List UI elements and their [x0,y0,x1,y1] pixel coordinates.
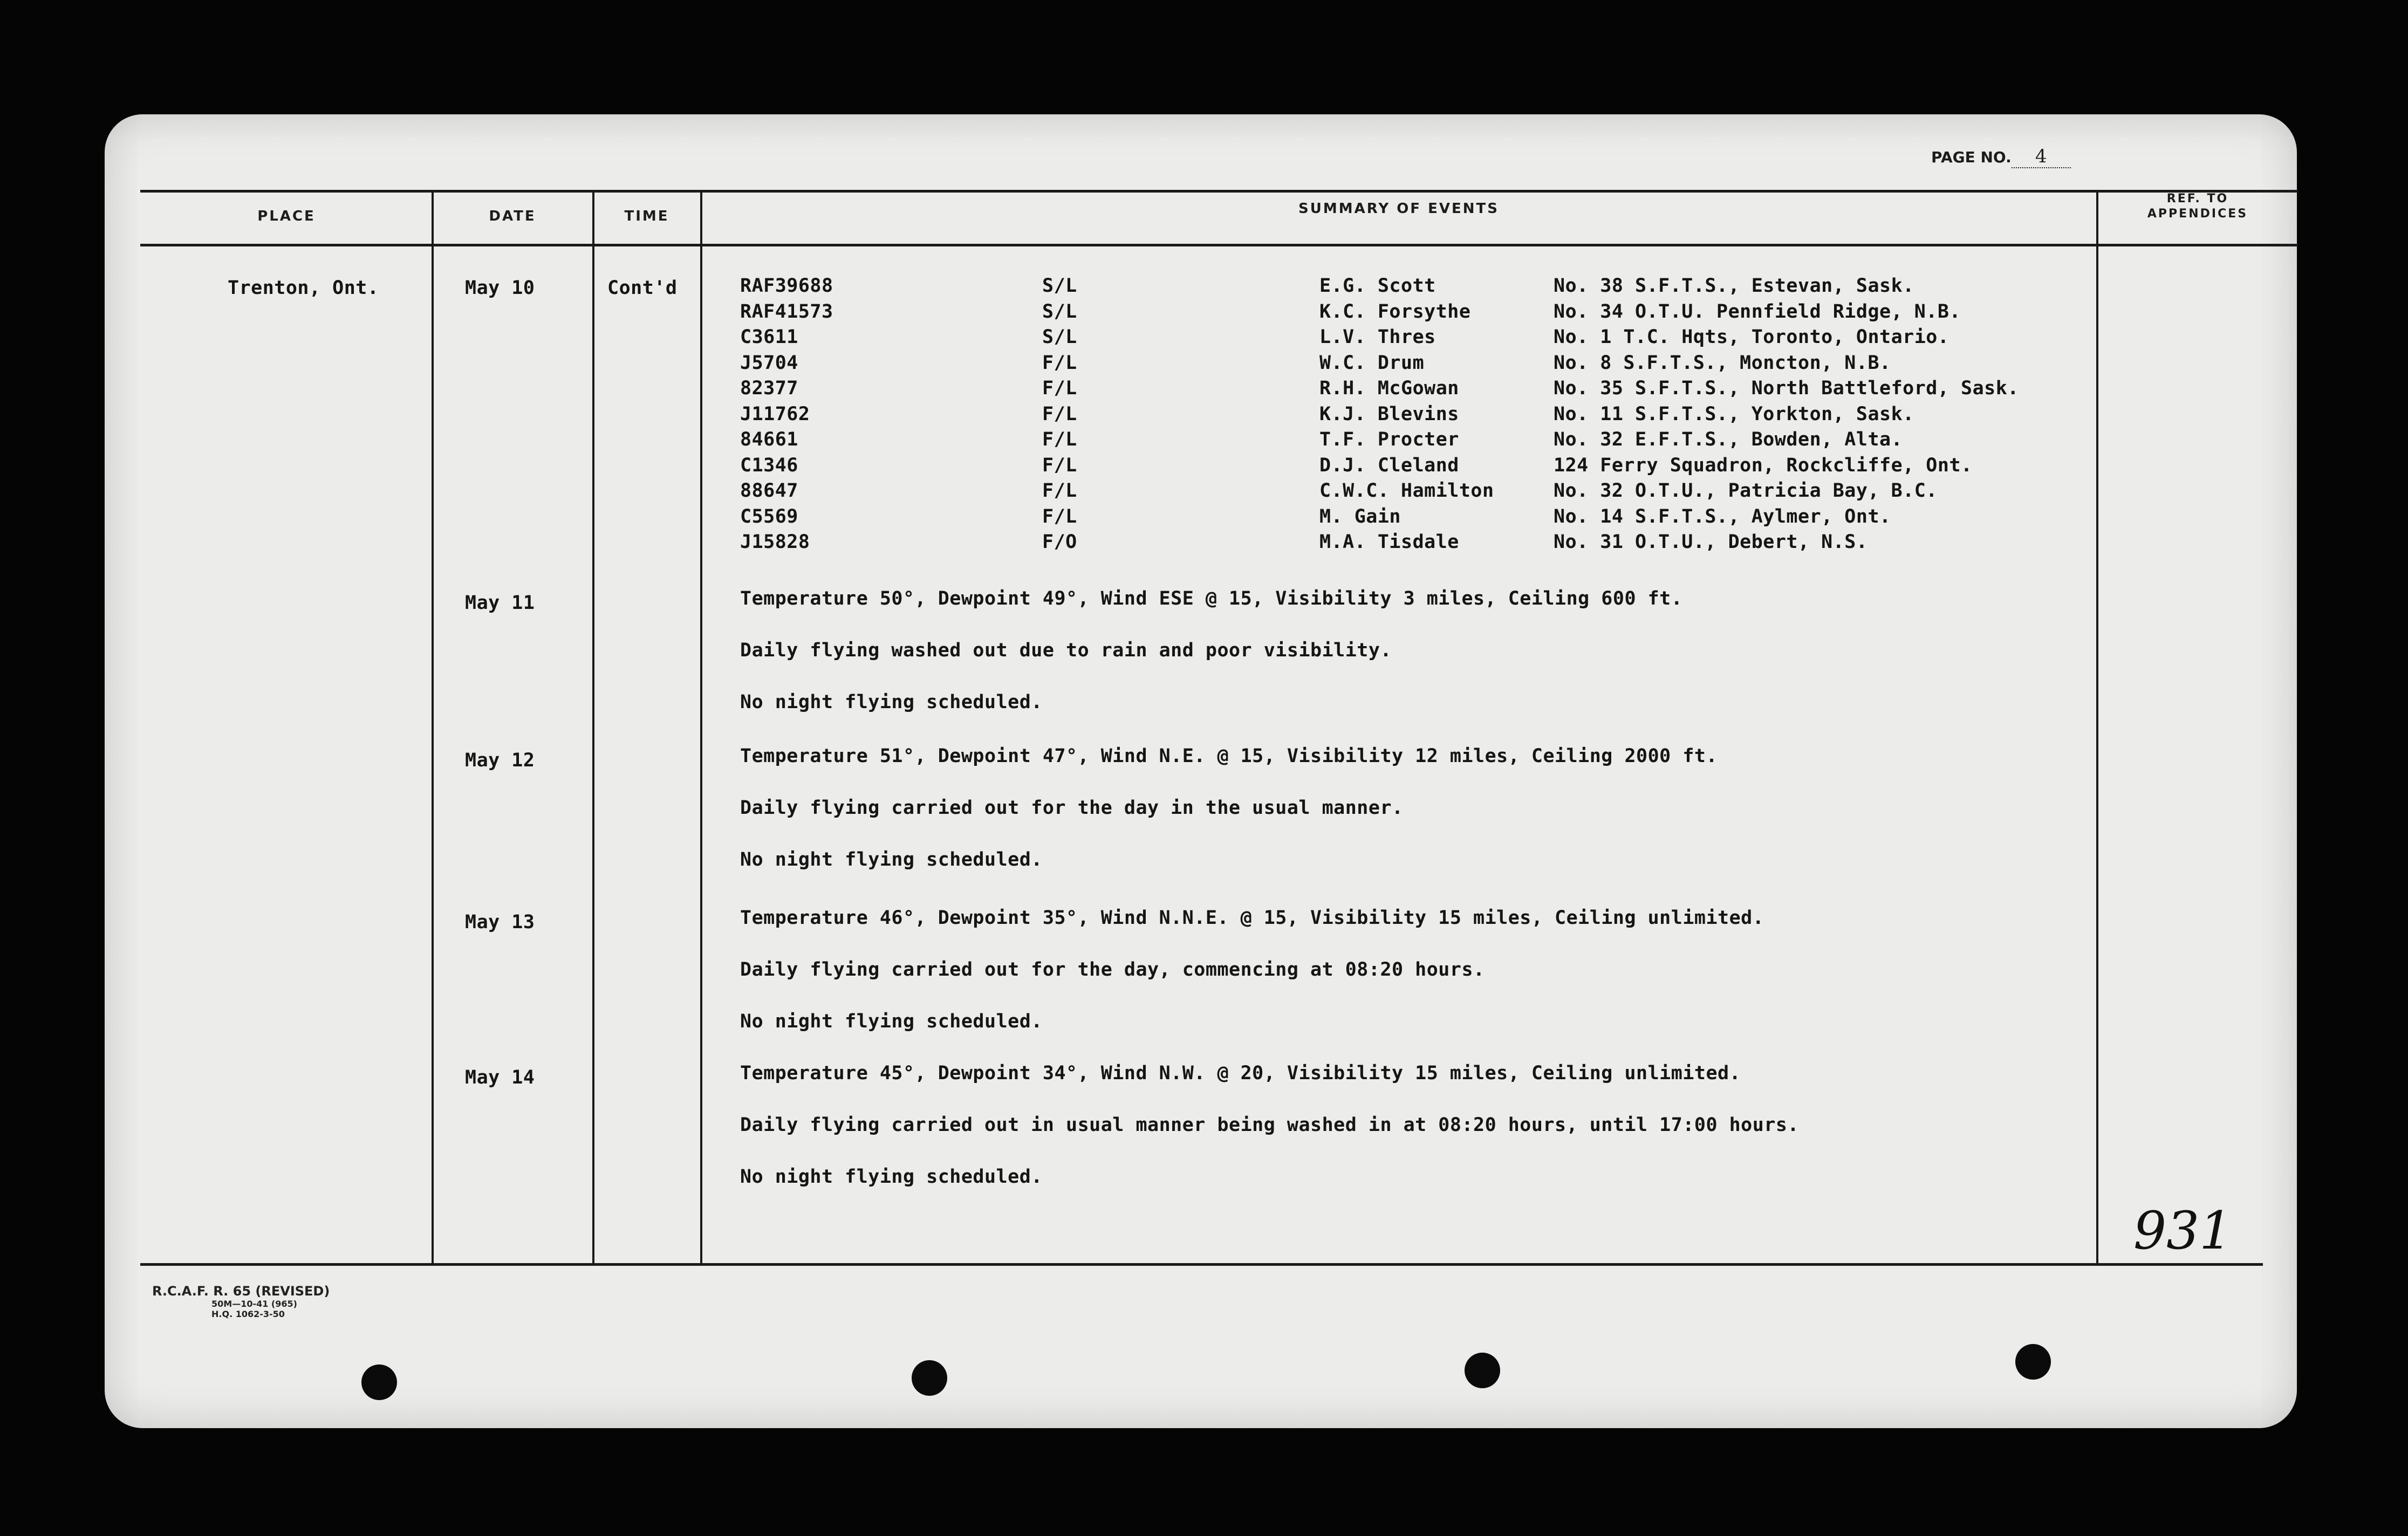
posting-number: C5569 [740,505,798,527]
page-number-label: PAGE NO. [1931,148,2012,166]
posting-number: 88647 [740,480,798,502]
punch-hole [361,1364,397,1400]
page-number-value: 4 [2012,146,2071,168]
posting-name: D.J. Cleland [1319,454,1459,476]
posting-rank: F/O [1042,531,1077,553]
posting-name: K.C. Forsythe [1319,300,1471,323]
weather-line: Temperature 46°, Dewpoint 35°, Wind N.N.E. @ 15, Visibility 15 miles, Ceiling unlimited. [740,907,1764,929]
handwritten-number: 931 [2133,1201,2233,1261]
posting-rank: F/L [1042,505,1077,527]
day-flying-line: Daily flying carried out for the day in the usual manner. [740,797,1404,819]
posting-rank: F/L [1042,429,1077,450]
posting-unit: No. 34 O.T.U. Pennfield Ridge, N.B. [1554,300,1961,323]
punch-hole [912,1360,947,1396]
posting-rank: F/L [1042,352,1077,374]
punch-hole [1465,1353,1500,1388]
night-flying-line: No night flying scheduled. [740,1166,1043,1188]
day-date: May 12 [465,750,535,771]
weather-line: Temperature 45°, Dewpoint 34°, Wind N.W. @ 20, Visibility 15 miles, Ceiling unlimited. [740,1062,1741,1084]
posting-unit: No. 8 S.F.T.S., Moncton, N.B. [1554,352,1891,374]
posting-name: E.G. Scott [1319,275,1436,297]
posting-unit: No. 11 S.F.T.S., Yorkton, Sask. [1554,403,1914,425]
footer-rule [140,1263,2263,1266]
posting-unit: No. 31 O.T.U., Debert, N.S. [1554,531,1868,553]
posting-number: RAF41573 [740,300,833,323]
header-bottom-rule [140,244,2298,246]
posting-number: 84661 [740,429,798,450]
posting-unit: No. 32 E.F.T.S., Bowden, Alta. [1554,429,1903,450]
posting-rank: S/L [1042,326,1077,348]
day-flying-line: Daily flying carried out for the day, commencing at 08:20 hours. [740,959,1485,980]
time-contd: Cont'd [607,277,678,299]
column-header-date: DATE [489,208,536,224]
posting-unit: No. 38 S.F.T.S., Estevan, Sask. [1554,275,1914,297]
day-date: May 14 [465,1067,535,1088]
posting-unit: No. 32 O.T.U., Patricia Bay, B.C. [1554,480,1938,502]
night-flying-line: No night flying scheduled. [740,1011,1043,1032]
date-may-10: May 10 [465,277,535,299]
page-number [1931,146,2071,168]
posting-rank: F/L [1042,378,1077,399]
place-trenton: Trenton, Ont. [228,277,379,299]
posting-number: J5704 [740,352,798,374]
divider-summary-ref [2096,190,2098,1266]
day-date: May 11 [465,592,535,614]
posting-number: 82377 [740,378,798,399]
form-number-line1: R.C.A.F. R. 65 (REVISED) [152,1284,330,1299]
posting-name: T.F. Procter [1319,429,1459,450]
posting-name: K.J. Blevins [1319,403,1459,425]
posting-rank: F/L [1042,480,1077,502]
posting-unit: No. 14 S.F.T.S., Aylmer, Ont. [1554,505,1891,527]
day-date: May 13 [465,911,535,933]
form-number-line2: 50M—10-41 (965) [211,1299,297,1309]
posting-unit: No. 35 S.F.T.S., North Battleford, Sask. [1554,378,2019,399]
posting-rank: S/L [1042,300,1077,323]
posting-rank: F/L [1042,454,1077,476]
posting-unit: 124 Ferry Squadron, Rockcliffe, Ont. [1554,454,1973,476]
column-header-summary: SUMMARY OF EVENTS [1298,201,1499,217]
form-number-line3: H.Q. 1062-3-50 [211,1309,285,1319]
posting-name: W.C. Drum [1319,352,1425,374]
day-flying-line: Daily flying carried out in usual manner being washed in at 08:20 hours, until 17:00 hours. [740,1114,1800,1136]
header-top-rule [140,190,2298,193]
posting-number: C1346 [740,454,798,476]
posting-number: J11762 [740,403,810,425]
punch-hole [2015,1344,2051,1380]
posting-name: C.W.C. Hamilton [1319,480,1494,502]
posting-number: C3611 [740,326,798,348]
divider-time-summary [700,190,702,1266]
divider-date-time [592,190,594,1266]
weather-line: Temperature 51°, Dewpoint 47°, Wind N.E. @ 15, Visibility 12 miles, Ceiling 2000 ft. [740,745,1718,767]
column-header-ref-line2: APPENDICES [2147,207,2248,221]
column-header-ref-line1: REF. TO [2166,192,2229,205]
posting-rank: F/L [1042,403,1077,425]
posting-number: J15828 [740,531,810,553]
weather-line: Temperature 50°, Dewpoint 49°, Wind ESE @ 15, Visibility 3 miles, Ceiling 600 ft. [740,588,1683,609]
column-header-place: PLACE [257,208,316,224]
posting-name: L.V. Thres [1319,326,1436,348]
posting-name: M.A. Tisdale [1319,531,1459,553]
day-flying-line: Daily flying washed out due to rain and poor visibility. [740,640,1392,661]
posting-number: RAF39688 [740,275,833,297]
form-number [152,1284,330,1319]
night-flying-line: No night flying scheduled. [740,691,1043,713]
divider-place-date [432,190,434,1266]
night-flying-line: No night flying scheduled. [740,849,1043,870]
posting-name: M. Gain [1319,505,1401,527]
faded-stamp [1052,1208,1065,1246]
posting-name: R.H. McGowan [1319,378,1459,399]
column-header-time: TIME [624,208,669,224]
posting-rank: S/L [1042,275,1077,297]
posting-unit: No. 1 T.C. Hqts, Toronto, Ontario. [1554,326,1949,348]
